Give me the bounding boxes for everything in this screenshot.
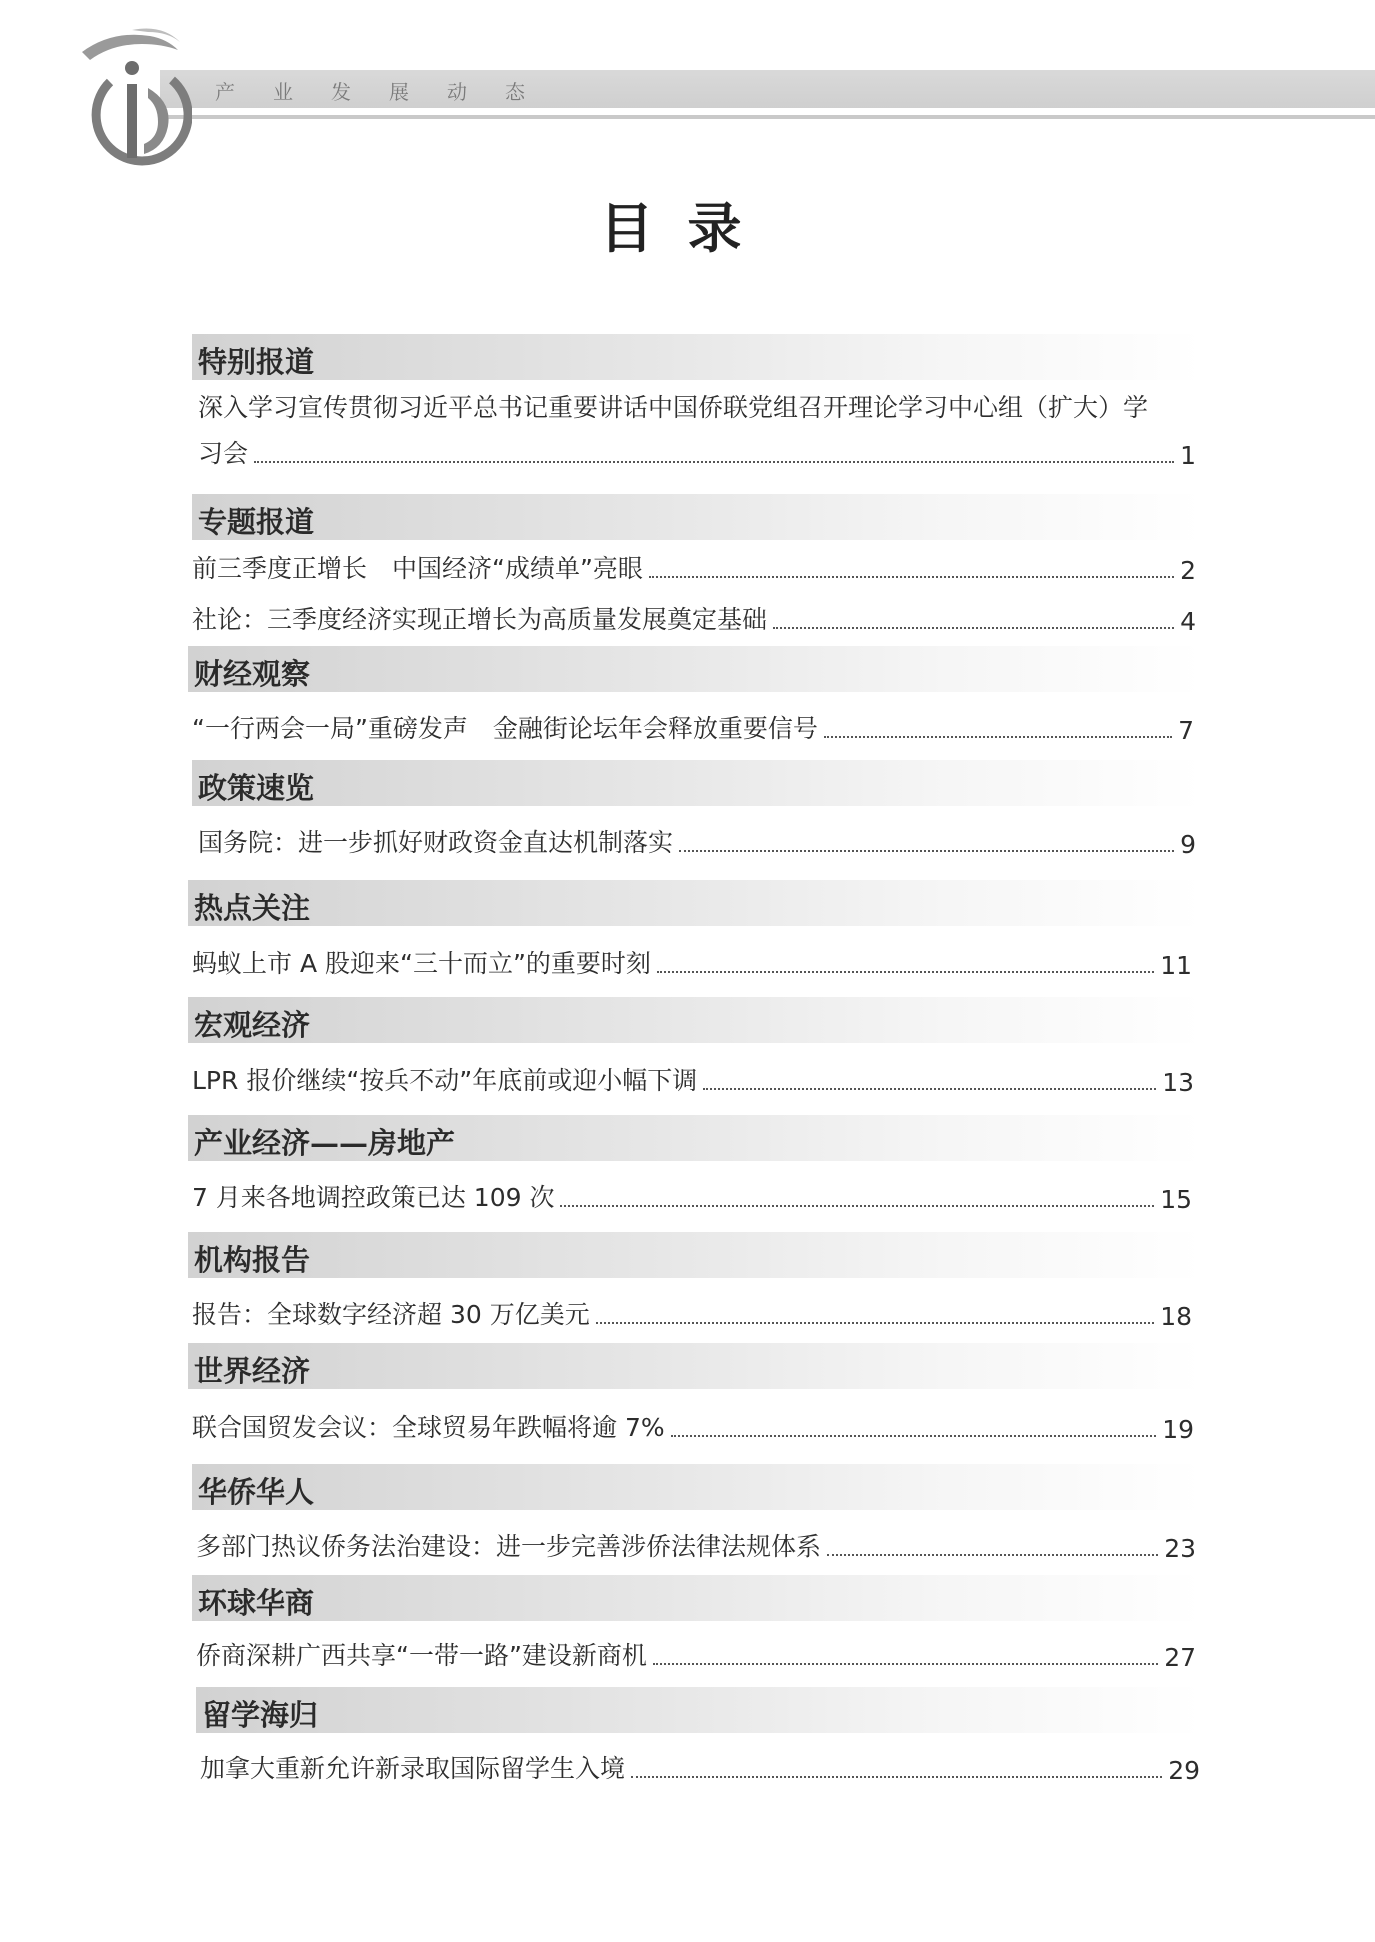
toc-entry[interactable] bbox=[198, 434, 1196, 470]
section-header bbox=[188, 1232, 1202, 1278]
page-number: 15 bbox=[1160, 1185, 1192, 1214]
toc-entry[interactable] bbox=[198, 823, 1196, 859]
toc-entry-text: “一行两会一局”重磅发声 金融街论坛年会释放重要信号 bbox=[192, 714, 818, 743]
toc-entry[interactable] bbox=[192, 1408, 1194, 1444]
page-number: 1 bbox=[1180, 441, 1196, 470]
section-header bbox=[188, 646, 1202, 692]
dot-leader bbox=[631, 1776, 1162, 1778]
page-number: 9 bbox=[1180, 830, 1196, 859]
toc-entry[interactable] bbox=[192, 1061, 1194, 1097]
page-number: 18 bbox=[1160, 1302, 1192, 1331]
toc-entry-text: LPR 报价继续“按兵不动”年底前或迎小幅下调 bbox=[192, 1066, 698, 1095]
page-number: 29 bbox=[1168, 1756, 1200, 1785]
toc-entry-text: 联合国贸发会议：全球贸易年跌幅将逾 7% bbox=[192, 1413, 665, 1442]
section-label: 机构报告 bbox=[194, 1243, 311, 1277]
section-label: 专题报道 bbox=[198, 505, 315, 539]
toc-entry-text: 加拿大重新允许新录取国际留学生入境 bbox=[200, 1754, 626, 1783]
toc-entry[interactable] bbox=[196, 1636, 1196, 1672]
dot-leader bbox=[824, 736, 1172, 738]
toc-entry-text: 多部门热议侨务法治建设：进一步完善涉侨法律法规体系 bbox=[196, 1532, 822, 1561]
section-label: 特别报道 bbox=[198, 345, 315, 379]
page-number: 4 bbox=[1180, 607, 1196, 636]
section-label: 热点关注 bbox=[194, 891, 311, 925]
toc-entry-text: 7 月来各地调控政策已达 109 次 bbox=[192, 1183, 555, 1212]
section-label: 产业经济——房地产 bbox=[194, 1126, 456, 1160]
dot-leader bbox=[671, 1435, 1157, 1437]
section-header bbox=[188, 997, 1202, 1043]
dot-leader bbox=[596, 1322, 1154, 1324]
dot-leader bbox=[653, 1663, 1158, 1665]
toc-entry-text: 国务院：进一步抓好财政资金直达机制落实 bbox=[198, 828, 674, 857]
toc-entry[interactable] bbox=[192, 944, 1192, 980]
section-label: 宏观经济 bbox=[194, 1008, 311, 1042]
page-number: 27 bbox=[1164, 1643, 1196, 1672]
header-title: 产业发展动态 bbox=[215, 80, 563, 104]
dot-leader bbox=[827, 1554, 1158, 1556]
toc-entry[interactable] bbox=[192, 1295, 1192, 1331]
section-label: 政策速览 bbox=[198, 771, 315, 805]
dot-leader bbox=[657, 971, 1154, 973]
section-header bbox=[192, 334, 1202, 380]
dot-leader bbox=[679, 850, 1174, 852]
toc-entry-text[interactable]: 深入学习宣传贯彻习近平总书记重要讲话中国侨联党组召开理论学习中心组（扩大）学 bbox=[198, 393, 1149, 422]
toc-entry[interactable] bbox=[200, 1749, 1200, 1785]
dot-leader bbox=[703, 1088, 1156, 1090]
page-number: 11 bbox=[1160, 951, 1192, 980]
toc-entry[interactable] bbox=[196, 1527, 1196, 1563]
dot-leader bbox=[254, 461, 1174, 463]
section-header bbox=[192, 1575, 1202, 1621]
toc-entry-text: 前三季度正增长 中国经济“成绩单”亮眼 bbox=[192, 554, 643, 583]
section-label: 留学海归 bbox=[202, 1698, 319, 1732]
toc-entry-text: 习会 bbox=[198, 439, 249, 468]
toc-entry-text: 侨商深耕广西共享“一带一路”建设新商机 bbox=[196, 1641, 647, 1670]
page-number: 19 bbox=[1162, 1415, 1194, 1444]
toc-entry[interactable] bbox=[192, 600, 1196, 636]
section-label: 环球华商 bbox=[198, 1586, 315, 1620]
section-header bbox=[188, 880, 1202, 926]
header-rule bbox=[160, 115, 1375, 119]
section-label: 财经观察 bbox=[194, 657, 311, 691]
page-number: 2 bbox=[1180, 556, 1196, 585]
toc-entry-text: 蚂蚁上市 A 股迎来“三十而立”的重要时刻 bbox=[192, 949, 651, 978]
page-number: 23 bbox=[1164, 1534, 1196, 1563]
page-title: 目录 bbox=[599, 196, 776, 260]
page-number: 13 bbox=[1162, 1068, 1194, 1097]
section-header bbox=[188, 1115, 1202, 1161]
toc-entry-text: 报告：全球数字经济超 30 万亿美元 bbox=[192, 1300, 590, 1329]
dot-leader bbox=[560, 1205, 1154, 1207]
section-header bbox=[188, 1343, 1202, 1389]
section-header bbox=[192, 494, 1202, 540]
dot-leader bbox=[649, 576, 1174, 578]
publisher-logo-icon bbox=[72, 22, 192, 172]
page-number: 7 bbox=[1178, 716, 1194, 745]
toc-entry[interactable] bbox=[192, 549, 1196, 585]
section-label: 世界经济 bbox=[194, 1354, 311, 1388]
toc-entry[interactable] bbox=[192, 1178, 1192, 1214]
section-header bbox=[192, 760, 1202, 806]
toc-entry-text: 社论：三季度经济实现正增长为高质量发展奠定基础 bbox=[192, 605, 768, 634]
section-label: 华侨华人 bbox=[198, 1475, 315, 1509]
toc-entry[interactable] bbox=[192, 709, 1194, 745]
dot-leader bbox=[773, 627, 1174, 629]
section-header bbox=[192, 1464, 1202, 1510]
section-header bbox=[196, 1687, 1202, 1733]
